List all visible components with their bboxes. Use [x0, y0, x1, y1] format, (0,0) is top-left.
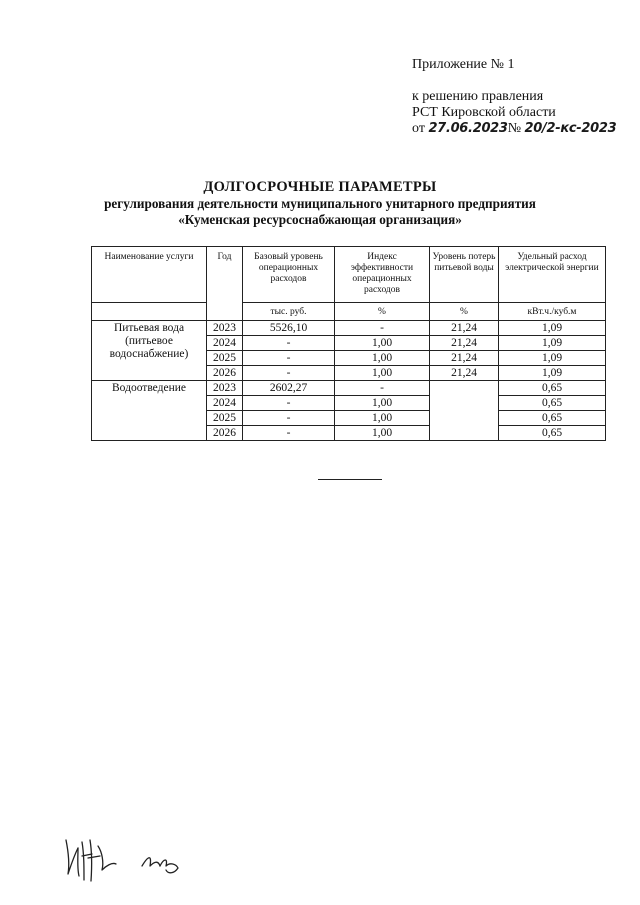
cell-index: 1,00 [335, 351, 430, 366]
header-base: Базовый уровень операционных расходов [243, 247, 335, 303]
cell-base: - [243, 426, 335, 441]
cell-index: 1,00 [335, 396, 430, 411]
cell-loss: 21,24 [430, 366, 499, 381]
cell-index: 1,00 [335, 411, 430, 426]
heading-line-3: «Куменская ресурсоснабжающая организация» [178, 212, 462, 227]
cell-energy: 1,09 [499, 366, 606, 381]
appendix-block [412, 57, 616, 137]
appendix-number-sign: № [507, 121, 522, 136]
cell-base: - [243, 411, 335, 426]
unit-index: % [335, 303, 430, 321]
header-service: Наименование услуги [92, 247, 207, 303]
header-year: Год [207, 247, 243, 321]
cell-loss: 21,24 [430, 336, 499, 351]
unit-energy: кВт.ч./куб.м [499, 303, 606, 321]
cell-energy: 0,65 [499, 396, 606, 411]
cell-year: 2026 [207, 426, 243, 441]
cell-energy: 0,65 [499, 381, 606, 396]
cell-energy: 0,65 [499, 426, 606, 441]
cell-loss: 21,24 [430, 321, 499, 336]
cell-base: - [243, 351, 335, 366]
service-name: Питьевая вода (питьевое водоснабжение) [92, 321, 207, 381]
header-energy: Удельный расход электрической энергии [499, 247, 606, 303]
cell-base: - [243, 336, 335, 351]
appendix-line-3 [412, 121, 616, 137]
table-row [92, 321, 606, 336]
cell-year: 2024 [207, 336, 243, 351]
cell-energy: 1,09 [499, 351, 606, 366]
cell-index: 1,00 [335, 336, 430, 351]
unit-loss: % [430, 303, 499, 321]
appendix-prefix: от [412, 121, 425, 136]
cell-year: 2026 [207, 366, 243, 381]
cell-loss: 21,24 [430, 351, 499, 366]
closing-rule [318, 479, 382, 480]
cell-loss-empty [430, 381, 499, 441]
cell-base: 2602,27 [243, 381, 335, 396]
unit-base: тыс. руб. [243, 303, 335, 321]
table-units-row [92, 303, 606, 321]
cell-energy: 0,65 [499, 411, 606, 426]
cell-index: - [335, 381, 430, 396]
cell-base: - [243, 396, 335, 411]
cell-index: 1,00 [335, 426, 430, 441]
cell-index: - [335, 321, 430, 336]
parameters-table [91, 246, 606, 441]
appendix-number: 20/2-кс-2023 [524, 121, 617, 136]
cell-index: 1,00 [335, 366, 430, 381]
header-loss: Уровень потерь питьевой воды [430, 247, 499, 303]
appendix-line-2: РСТ Кировской области [412, 105, 556, 120]
cell-year: 2025 [207, 351, 243, 366]
appendix-date: 27.06.2023 [428, 121, 508, 136]
cell-base: 5526,10 [243, 321, 335, 336]
table-row [92, 381, 606, 396]
cell-year: 2024 [207, 396, 243, 411]
cell-energy: 1,09 [499, 321, 606, 336]
appendix-title: Приложение № 1 [412, 57, 515, 72]
cell-year: 2025 [207, 411, 243, 426]
unit-service [92, 303, 207, 321]
cell-year: 2023 [207, 381, 243, 396]
service-name: Водоотведение [92, 381, 207, 441]
table-header-row [92, 247, 606, 303]
appendix-line-1: к решению правления [412, 89, 544, 104]
heading-line-2: регулирования деятельности муниципального унитарного предприятия [104, 196, 536, 211]
cell-base: - [243, 366, 335, 381]
cell-year: 2023 [207, 321, 243, 336]
signature-marks [58, 832, 198, 884]
header-index: Индекс эффективности операционных расходов [335, 247, 430, 303]
document-heading [0, 179, 640, 228]
cell-energy: 1,09 [499, 336, 606, 351]
heading-line-1: ДОЛГОСРОЧНЫЕ ПАРАМЕТРЫ [203, 179, 437, 195]
